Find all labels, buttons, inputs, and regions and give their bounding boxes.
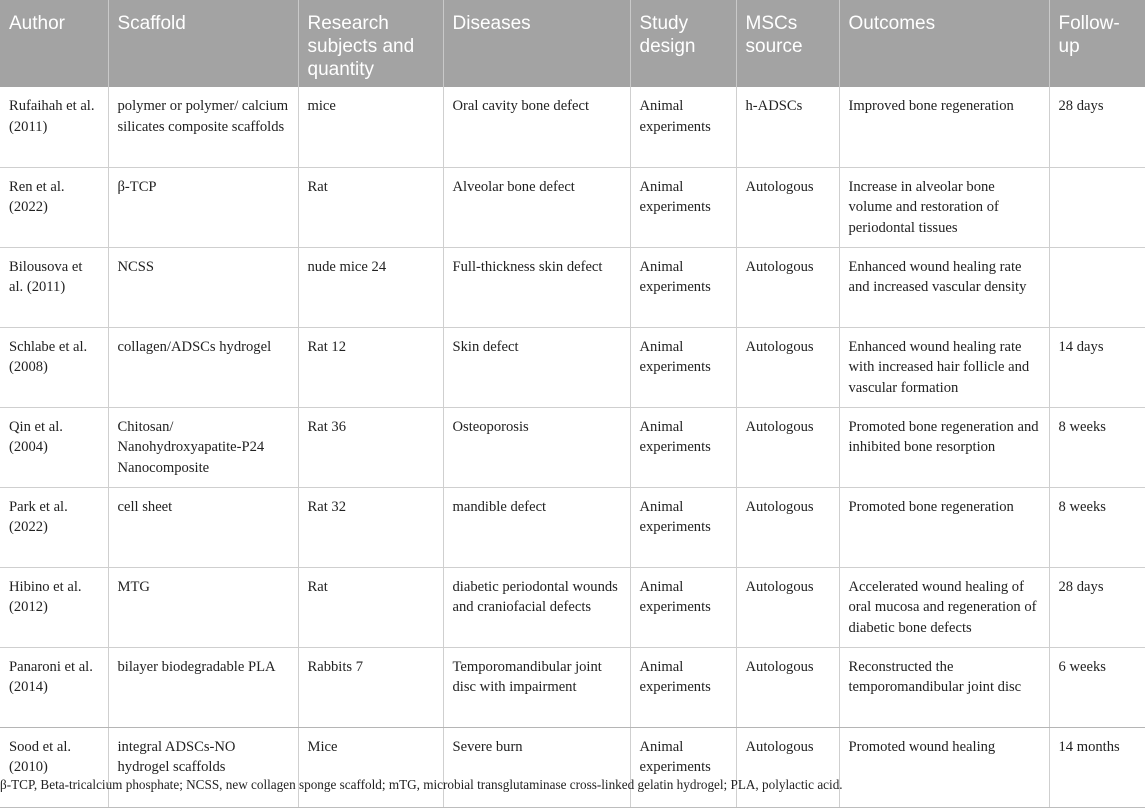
cell-follow-up [1049,167,1145,247]
cell-outcomes: Reconstructed the temporomandibular joint disc [839,647,1049,727]
cell-mscs-source: Autologous [736,487,839,567]
table-row [0,647,1145,727]
cell-mscs-source: h-ADSCs [736,87,839,167]
cell-subjects: Mice [298,727,443,807]
table-row [0,567,1145,647]
cell-mscs-source: Autologous [736,567,839,647]
cell-scaffold: polymer or polymer/ calcium silicates composite scaffolds [108,87,298,167]
header-row [0,0,1145,87]
cell-diseases: diabetic periodontal wounds and craniofacial defects [443,567,630,647]
cell-follow-up: 8 weeks [1049,407,1145,487]
cell-diseases: Oral cavity bone defect [443,87,630,167]
table-header [0,0,1145,87]
cell-outcomes: Improved bone regeneration [839,87,1049,167]
table-body [0,87,1145,807]
cell-study-design: Animal experiments [630,647,736,727]
cell-subjects: Rat [298,567,443,647]
cell-follow-up: 14 months [1049,727,1145,807]
table-footnote: β-TCP, Beta-tricalcium phosphate; NCSS, new collagen sponge scaffold; mTG, microbial transglutaminase cross-linked gelatin hydrogel; PLA, polylactic acid. [0,777,843,792]
header-outcomes: Outcomes [839,0,1049,87]
table-row [0,327,1145,407]
cell-subjects: nude mice 24 [298,247,443,327]
cell-study-design: Animal experiments [630,327,736,407]
cell-study-design: Animal experiments [630,167,736,247]
cell-diseases: mandible defect [443,487,630,567]
cell-outcomes: Increase in alveolar bone volume and restoration of periodontal tissues [839,167,1049,247]
header-research-subjects: Research subjects and quantity [298,0,443,87]
cell-scaffold: Chitosan/ Nanohydroxyapatite-P24 Nanocomposite [108,407,298,487]
cell-scaffold: bilayer biodegradable PLA [108,647,298,727]
table-row [0,247,1145,327]
cell-mscs-source: Autologous [736,407,839,487]
table-row [0,87,1145,167]
cell-follow-up: 14 days [1049,327,1145,407]
cell-author: Hibino et al. (2012) [0,567,108,647]
cell-mscs-source: Autologous [736,167,839,247]
cell-diseases: Skin defect [443,327,630,407]
cell-scaffold: collagen/ADSCs hydrogel [108,327,298,407]
cell-outcomes: Promoted bone regeneration [839,487,1049,567]
cell-mscs-source: Autologous [736,647,839,727]
table-row [0,727,1145,807]
cell-outcomes: Enhanced wound healing rate and increased vascular density [839,247,1049,327]
cell-subjects: Rabbits 7 [298,647,443,727]
cell-outcomes: Enhanced wound healing rate with increased hair follicle and vascular formation [839,327,1049,407]
cell-scaffold: cell sheet [108,487,298,567]
cell-follow-up: 28 days [1049,567,1145,647]
cell-outcomes: Accelerated wound healing of oral mucosa and regeneration of diabetic bone defects [839,567,1049,647]
cell-author: Ren et al. (2022) [0,167,108,247]
cell-author: Panaroni et al. (2014) [0,647,108,727]
cell-diseases: Alveolar bone defect [443,167,630,247]
cell-scaffold: β-TCP [108,167,298,247]
cell-outcomes: Promoted bone regeneration and inhibited bone resorption [839,407,1049,487]
cell-author: Bilousova et al. (2011) [0,247,108,327]
cell-mscs-source: Autologous [736,327,839,407]
cell-diseases: Temporomandibular joint disc with impairment [443,647,630,727]
header-mscs-source: MSCs source [736,0,839,87]
cell-author: Schlabe et al. (2008) [0,327,108,407]
cell-outcomes: Promoted wound healing [839,727,1049,807]
cell-study-design: Animal experiments [630,87,736,167]
cell-follow-up [1049,247,1145,327]
cell-scaffold: NCSS [108,247,298,327]
cell-study-design: Animal experiments [630,247,736,327]
header-follow-up: Follow-up [1049,0,1145,87]
cell-subjects: Rat [298,167,443,247]
cell-author: Sood et al. (2010) [0,727,108,807]
cell-diseases: Osteoporosis [443,407,630,487]
cell-mscs-source: Autologous [736,247,839,327]
cell-scaffold: integral ADSCs-NO hydrogel scaffolds [108,727,298,807]
cell-study-design: Animal experiments [630,727,736,807]
header-diseases: Diseases [443,0,630,87]
cell-follow-up: 8 weeks [1049,487,1145,567]
cell-author: Qin et al. (2004) [0,407,108,487]
cell-subjects: Rat 12 [298,327,443,407]
cell-follow-up: 28 days [1049,87,1145,167]
cell-mscs-source: Autologous [736,727,839,807]
cell-author: Park et al. (2022) [0,487,108,567]
cell-follow-up: 6 weeks [1049,647,1145,727]
header-study-design: Study design [630,0,736,87]
cell-scaffold: MTG [108,567,298,647]
table-row [0,407,1145,487]
cell-diseases: Full-thickness skin defect [443,247,630,327]
cell-study-design: Animal experiments [630,487,736,567]
cell-study-design: Animal experiments [630,567,736,647]
header-scaffold: Scaffold [108,0,298,87]
cell-subjects: mice [298,87,443,167]
cell-subjects: Rat 32 [298,487,443,567]
table-row [0,167,1145,247]
header-author: Author [0,0,108,87]
table-row [0,487,1145,567]
cell-subjects: Rat 36 [298,407,443,487]
cell-author: Rufaihah et al. (2011) [0,87,108,167]
cell-study-design: Animal experiments [630,407,736,487]
cell-diseases: Severe burn [443,727,630,807]
